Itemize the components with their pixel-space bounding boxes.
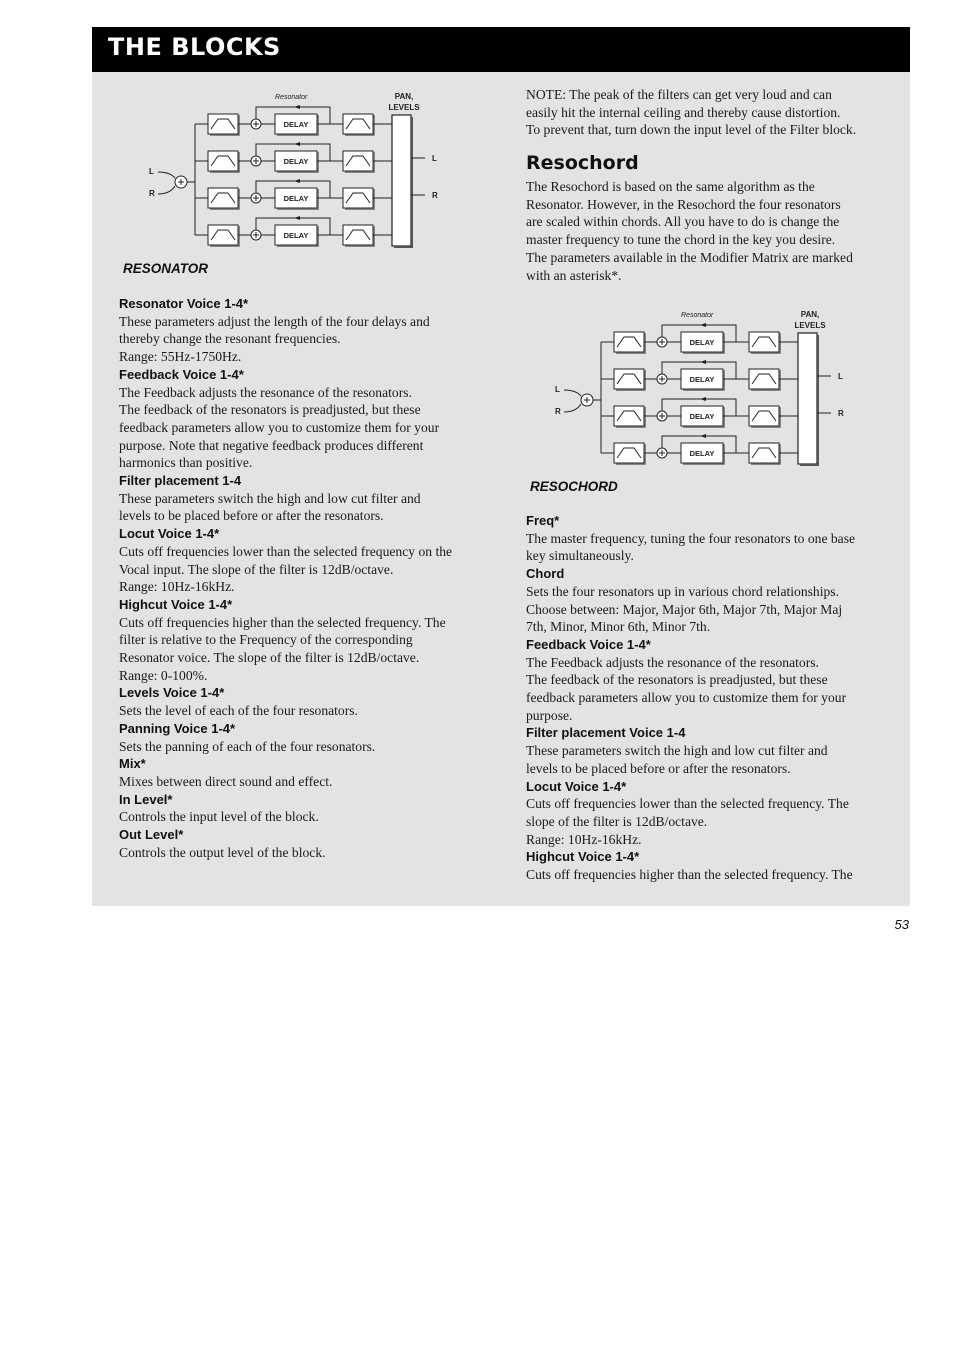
parameter-description-line: feedback parameters allow you to customize them for your <box>119 419 440 435</box>
section-title-resochord: Resochord <box>526 152 639 174</box>
filter-box <box>343 114 373 134</box>
parameter-description-line: Sets the panning of each of the four resonators. <box>119 738 376 754</box>
parameter-entry <box>119 366 489 472</box>
feedback-arrow-icon <box>700 397 706 401</box>
feedback-arrow-icon <box>700 323 706 327</box>
delay-label: DELAY <box>689 338 715 347</box>
parameter-description-line: Mixes between direct sound and effect. <box>119 773 333 789</box>
parameter-name: Freq* <box>526 513 560 528</box>
parameter-description-line: Sets the level of each of the four resonators. <box>119 703 358 719</box>
parameter-description-line: Range: 10Hz-16kHz. <box>526 831 642 847</box>
filter-box <box>343 225 373 245</box>
parameter-description-line: levels to be placed before or after the resonators. <box>119 508 384 524</box>
parameter-name: Out Level* <box>119 827 184 843</box>
parameter-entry <box>526 512 888 565</box>
parameter-description-line: harmonics than positive. <box>119 455 253 471</box>
delay-label: DELAY <box>689 412 715 421</box>
input-l-label: L <box>149 167 154 176</box>
levels-label: LEVELS <box>794 321 826 330</box>
parameter-entry <box>119 295 489 366</box>
filter-box <box>614 406 644 426</box>
parameter-name: Highcut Voice 1-4* <box>119 596 233 612</box>
page-header <box>92 27 910 72</box>
distribution-bus <box>593 342 601 453</box>
parameter-description-line: levels to be placed before or after the resonators. <box>526 760 791 776</box>
parameter-description-line: Cuts off frequencies lower than the selected frequency on the <box>119 543 453 559</box>
parameter-entry <box>119 755 489 790</box>
output-lines <box>817 376 831 413</box>
feedback-arrow-icon <box>294 105 300 109</box>
parameter-description-line: The feedback of the resonators is preadjusted, but these <box>119 402 421 418</box>
parameter-entry <box>526 565 888 636</box>
parameter-name: Panning Voice 1-4* <box>119 720 236 736</box>
filter-box <box>208 225 238 245</box>
parameter-entry <box>119 826 489 861</box>
parameter-entry <box>526 778 888 849</box>
parameter-name: In Level* <box>119 791 173 807</box>
filter-box <box>208 114 238 134</box>
parameter-description-line: The Feedback adjusts the resonance of the resonators. <box>526 654 819 670</box>
parameter-description-line: slope of the filter is 12dB/octave. <box>526 813 708 829</box>
filter-box <box>208 188 238 208</box>
feedback-arrow-icon <box>294 179 300 183</box>
filter-box <box>343 151 373 171</box>
distribution-bus <box>187 124 195 235</box>
output-l-label: L <box>838 372 843 381</box>
text-line: The parameters available in the Modifier Matrix are marked <box>526 249 853 265</box>
input-l-label: L <box>555 385 560 394</box>
delay-label: DELAY <box>283 157 309 166</box>
parameter-name: Resonator Voice 1-4* <box>119 296 249 311</box>
output-r-label: R <box>432 191 438 200</box>
delay-label: DELAY <box>283 120 309 129</box>
text-line: To prevent that, turn down the input level of the Filter block. <box>526 122 857 138</box>
levels-label: LEVELS <box>388 103 420 112</box>
resochord-diagram <box>546 308 846 470</box>
parameter-description-line: Sets the four resonators up in various chord relationships. <box>526 583 839 599</box>
parameter-name: Filter placement Voice 1-4 <box>526 725 686 741</box>
parameter-description-line: The Feedback adjusts the resonance of the resonators. <box>119 384 412 400</box>
diagram-header-label: Resonator <box>681 312 714 319</box>
parameter-name: Feedback Voice 1-4* <box>119 366 244 382</box>
delay-label: DELAY <box>283 231 309 240</box>
parameter-description-line: Cuts off frequencies lower than the selected frequency. The <box>526 796 849 812</box>
parameter-description-line: thereby change the resonant frequencies. <box>119 331 341 347</box>
parameter-entry <box>526 724 888 777</box>
left-parameter-list <box>119 295 489 862</box>
filter-box <box>749 443 779 463</box>
parameter-description-line: The master frequency, tuning the four resonators to one base <box>526 530 856 546</box>
text-line: NOTE: The peak of the filters can get very loud and can <box>526 87 832 102</box>
note-paragraph <box>526 86 896 139</box>
filter-box <box>749 332 779 352</box>
input-r-label: R <box>555 407 561 416</box>
parameter-description-line: Controls the output level of the block. <box>119 844 326 860</box>
text-line: with an asterisk*. <box>526 267 622 283</box>
right-parameter-list <box>526 512 888 884</box>
parameter-description-line: Cuts off frequencies higher than the selected frequency. The <box>119 614 446 630</box>
resonator-caption: RESONATOR <box>123 261 209 276</box>
parameter-description-line: Vocal input. The slope of the filter is 12dB/octave. <box>119 561 394 577</box>
parameter-description-line: Range: 55Hz-1750Hz. <box>119 349 242 365</box>
parameter-entry <box>526 848 888 883</box>
pan-levels-block <box>392 115 411 246</box>
filter-box <box>749 369 779 389</box>
delay-label: DELAY <box>689 375 715 384</box>
filter-box <box>614 443 644 463</box>
output-lines <box>411 158 425 195</box>
parameter-name: Highcut Voice 1-4* <box>526 849 640 865</box>
output-l-label: L <box>432 154 437 163</box>
parameter-description-line: purpose. Note that negative feedback produces different <box>119 437 424 453</box>
parameter-entry <box>119 791 489 826</box>
parameter-description-line: These parameters switch the high and low cut filter and <box>526 743 828 759</box>
resochord-intro <box>526 178 888 284</box>
delay-label: DELAY <box>689 449 715 458</box>
feedback-arrow-icon <box>294 216 300 220</box>
diagram-group <box>149 92 438 247</box>
parameter-description-line: filter is relative to the Frequency of the corresponding <box>119 632 413 648</box>
feedback-arrow-icon <box>700 434 706 438</box>
pan-label: PAN, <box>800 310 820 319</box>
parameter-description-line: The feedback of the resonators is preadjusted, but these <box>526 672 828 688</box>
pan-levels-block <box>798 333 817 464</box>
input-lines <box>564 390 581 412</box>
feedback-arrow-icon <box>294 142 300 146</box>
parameter-entry <box>119 472 489 525</box>
feedback-arrow-icon <box>700 360 706 364</box>
delay-label: DELAY <box>283 194 309 203</box>
filter-box <box>614 369 644 389</box>
parameter-entry <box>526 636 888 725</box>
parameter-description-line: These parameters adjust the length of the four delays and <box>119 313 430 329</box>
parameter-entry <box>119 525 489 596</box>
parameter-name: Locut Voice 1-4* <box>119 526 220 542</box>
parameter-description-line: key simultaneously. <box>526 548 634 564</box>
input-lines <box>158 172 175 194</box>
text-line: are scaled within chords. All you have to do is change the <box>526 214 840 230</box>
input-r-label: R <box>149 189 155 198</box>
pan-label: PAN, <box>394 92 414 101</box>
parameter-description-line: 7th, Minor, Minor 6th, Minor 7th. <box>526 619 711 635</box>
parameter-name: Mix* <box>119 756 146 772</box>
header-title: THE BLOCKS <box>108 33 281 61</box>
parameter-description-line: These parameters switch the high and low cut filter and <box>119 490 421 506</box>
resochord-caption: RESOCHORD <box>530 479 618 494</box>
text-line: The Resochord is based on the same algorithm as the <box>526 179 815 194</box>
diagram-header-label: Resonator <box>275 94 308 101</box>
text-line: master frequency to tune the chord in the key you desire. <box>526 232 836 248</box>
parameter-name: Chord <box>526 566 565 582</box>
text-line: easily hit the internal ceiling and thereby cause distortion. <box>526 104 841 120</box>
parameter-description-line: Range: 10Hz-16kHz. <box>119 579 235 595</box>
parameter-description-line: Cuts off frequencies higher than the selected frequency. The <box>526 867 853 883</box>
diagram-group <box>555 310 844 465</box>
parameter-description-line: Resonator voice. The slope of the filter is 12dB/octave. <box>119 650 420 666</box>
parameter-name: Filter placement 1-4 <box>119 473 242 489</box>
parameter-entry <box>119 720 489 755</box>
parameter-description-line: feedback parameters allow you to customize them for your <box>526 690 847 706</box>
text-line: Resonator. However, in the Resochord the four resonators <box>526 196 841 212</box>
filter-box <box>614 332 644 352</box>
parameter-name: Levels Voice 1-4* <box>119 685 225 701</box>
parameter-entry <box>119 684 489 719</box>
output-r-label: R <box>838 409 844 418</box>
filter-box <box>208 151 238 171</box>
parameter-description-line: Range: 0-100%. <box>119 667 208 683</box>
resonator-diagram <box>140 90 440 252</box>
parameter-name: Feedback Voice 1-4* <box>526 636 651 652</box>
filter-box <box>343 188 373 208</box>
parameter-description-line: Choose between: Major, Major 6th, Major 7th, Major Maj <box>526 601 843 617</box>
filter-box <box>749 406 779 426</box>
parameter-description-line: purpose. <box>526 707 573 723</box>
page-number: 53 <box>894 917 909 932</box>
parameter-description-line: Controls the input level of the block. <box>119 809 319 825</box>
parameter-entry <box>119 596 489 685</box>
parameter-name: Locut Voice 1-4* <box>526 778 627 794</box>
